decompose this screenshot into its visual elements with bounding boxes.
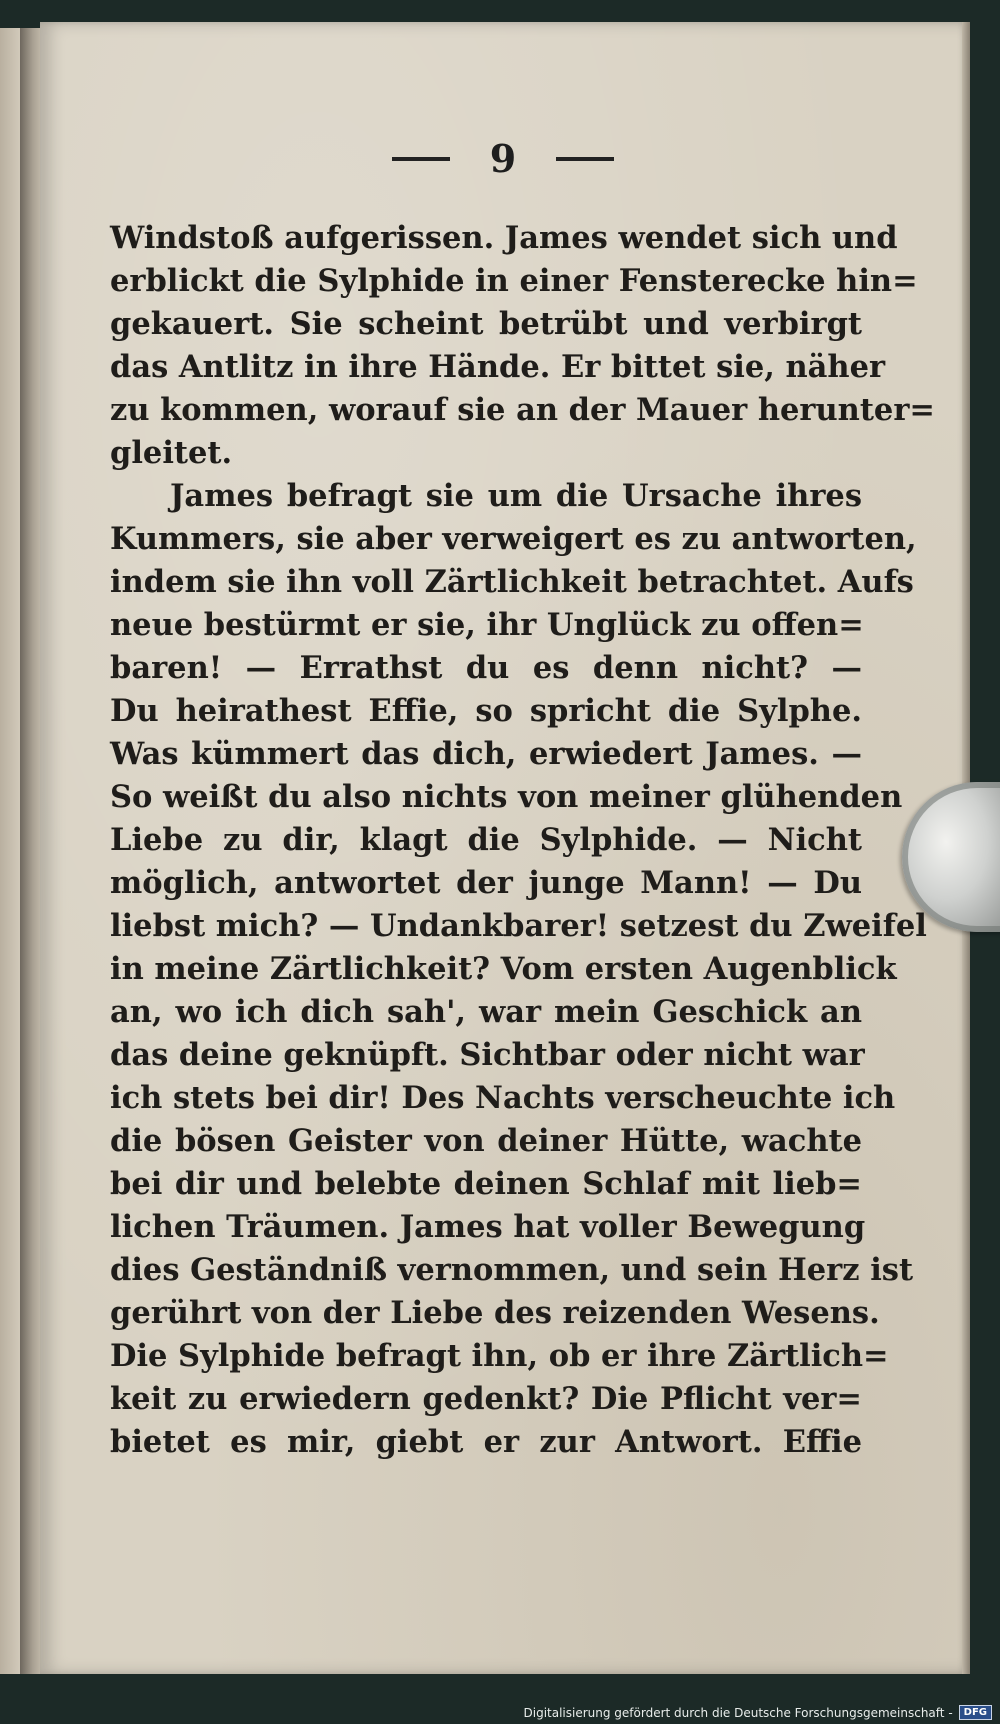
- text-line: das deine geknüpft. Sichtbar oder nicht war: [110, 1037, 865, 1073]
- text-line: dies Geständniß vernommen, und sein Herz ist: [110, 1252, 914, 1288]
- text-line: baren! — Errathst du es denn nicht? —: [110, 650, 862, 686]
- header-dash-left: [392, 157, 450, 161]
- text-line: Du heirathest Effie, so spricht die Sylphe.: [110, 693, 862, 729]
- text-line: James befragt sie um die Ursache ihres: [170, 478, 862, 514]
- text-line: in meine Zärtlichkeit? Vom ersten Augenblick: [110, 951, 897, 987]
- text-line: bietet es mir, giebt er zur Antwort. Effie: [110, 1424, 862, 1460]
- text-line: ich stets bei dir! Des Nachts verscheuchte ich: [110, 1080, 896, 1116]
- text-line: Windstoß aufgerissen. James wendet sich und: [110, 220, 898, 256]
- book-page: [40, 22, 966, 1674]
- page-header: [40, 136, 966, 181]
- text-line: zu kommen, worauf sie an der Mauer herunter=: [110, 392, 935, 428]
- text-line: gekauert. Sie scheint betrübt und verbirgt: [110, 306, 862, 342]
- text-line: gerührt von der Liebe des reizenden Wesens.: [110, 1295, 880, 1331]
- text-line: indem sie ihn voll Zärtlichkeit betrachtet. Aufs: [110, 564, 914, 600]
- text-line: So weißt du also nichts von meiner glühenden: [110, 779, 903, 815]
- text-line: an, wo ich dich sah', war mein Geschick an: [110, 994, 862, 1030]
- dfg-logo: DFG: [959, 1705, 992, 1720]
- text-line: Kummers, sie aber verweigert es zu antworten,: [110, 521, 917, 557]
- text-line: gleitet.: [110, 435, 233, 471]
- footer: [524, 1705, 993, 1720]
- text-line: neue bestürmt er sie, ihr Unglück zu offen=: [110, 607, 864, 643]
- text-line: die bösen Geister von deiner Hütte, wachte: [110, 1123, 862, 1159]
- text-line: bei dir und belebte deinen Schlaf mit lieb=: [110, 1166, 862, 1202]
- text-line: keit zu erwiedern gedenkt? Die Pflicht ver=: [110, 1381, 862, 1417]
- text-line: erblickt die Sylphide in einer Fensterecke hin=: [110, 263, 918, 299]
- page-number: 9: [489, 136, 517, 181]
- text-line: Liebe zu dir, klagt die Sylphide. — Nicht: [110, 822, 862, 858]
- header-dash-right: [556, 157, 614, 161]
- text-line: Die Sylphide befragt ihn, ob er ihre Zärtlich=: [110, 1338, 889, 1374]
- text-line: Was kümmert das dich, erwiedert James. —: [110, 736, 862, 772]
- text-line: das Antlitz in ihre Hände. Er bittet sie, näher: [110, 349, 886, 385]
- text-line: lichen Träumen. James hat voller Bewegung: [110, 1209, 866, 1245]
- text-line: möglich, antwortet der junge Mann! — Du: [110, 865, 862, 901]
- body-text: [110, 217, 935, 1464]
- text-line: liebst mich? — Undankbarer! setzest du Zweifel: [110, 908, 927, 944]
- funding-notice: Digitalisierung gefördert durch die Deutsche Forschungsgemeinschaft -: [523, 1705, 953, 1720]
